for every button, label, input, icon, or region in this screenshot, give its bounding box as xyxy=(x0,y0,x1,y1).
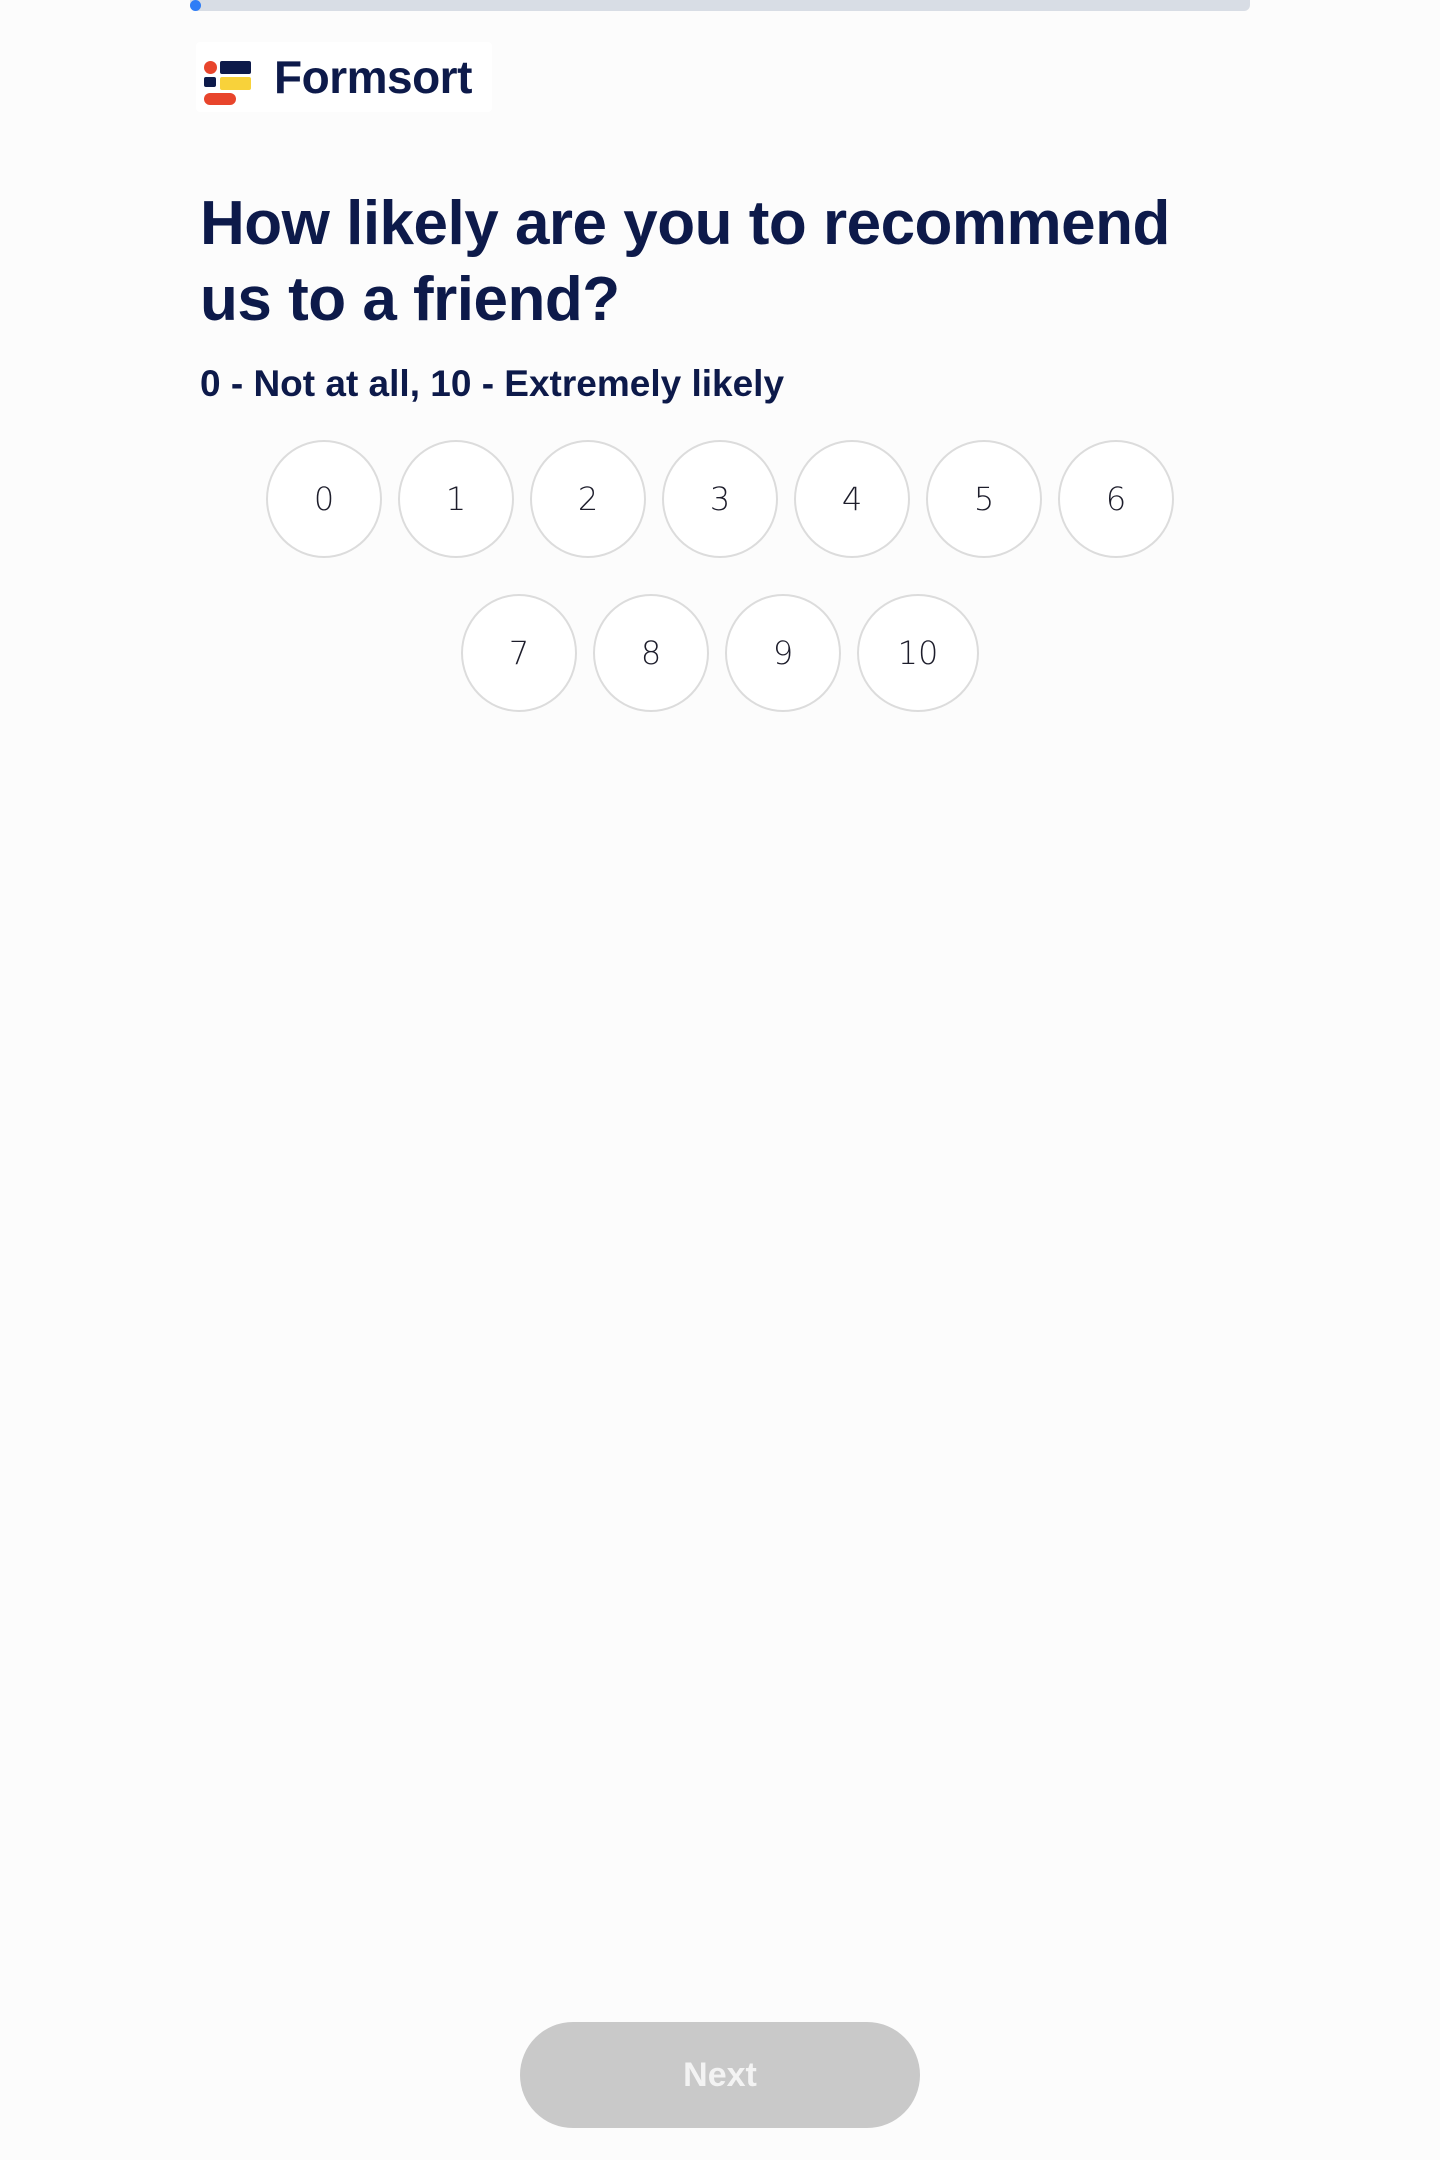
rating-option-7[interactable] xyxy=(461,594,577,712)
rating-option-10[interactable] xyxy=(857,594,979,712)
rating-option-label: 5 xyxy=(973,480,995,518)
formsort-logo-icon xyxy=(200,49,256,105)
brand-logo xyxy=(196,42,492,112)
rating-option-label: 7 xyxy=(508,634,530,672)
progress-bar xyxy=(190,0,1250,11)
rating-option-label: 10 xyxy=(897,634,939,672)
rating-option-6[interactable] xyxy=(1058,440,1174,558)
brand-name: Formsort xyxy=(274,51,472,103)
rating-option-9[interactable] xyxy=(725,594,841,712)
progress-bar-fill xyxy=(190,0,201,11)
rating-option-4[interactable] xyxy=(794,440,910,558)
question-subtitle: 0 - Not at all, 10 - Extremely likely xyxy=(200,363,785,404)
rating-option-0[interactable] xyxy=(266,440,382,558)
rating-option-8[interactable] xyxy=(593,594,709,712)
rating-option-label: 9 xyxy=(772,634,794,672)
next-button-label: Next xyxy=(683,2055,757,2094)
rating-option-label: 0 xyxy=(313,480,335,518)
rating-option-1[interactable] xyxy=(398,440,514,558)
rating-row-1 xyxy=(0,440,1440,558)
rating-row-2 xyxy=(0,594,1440,712)
rating-option-label: 3 xyxy=(709,480,731,518)
rating-option-label: 4 xyxy=(841,480,863,518)
rating-option-label: 1 xyxy=(445,480,467,518)
rating-option-5[interactable] xyxy=(926,440,1042,558)
rating-option-label: 8 xyxy=(640,634,662,672)
rating-option-label: 2 xyxy=(577,480,599,518)
rating-option-2[interactable] xyxy=(530,440,646,558)
next-button[interactable] xyxy=(520,2022,920,2128)
question-title: How likely are you to recommend us to a friend? xyxy=(200,189,1170,334)
rating-option-3[interactable] xyxy=(662,440,778,558)
rating-option-label: 6 xyxy=(1105,480,1127,518)
